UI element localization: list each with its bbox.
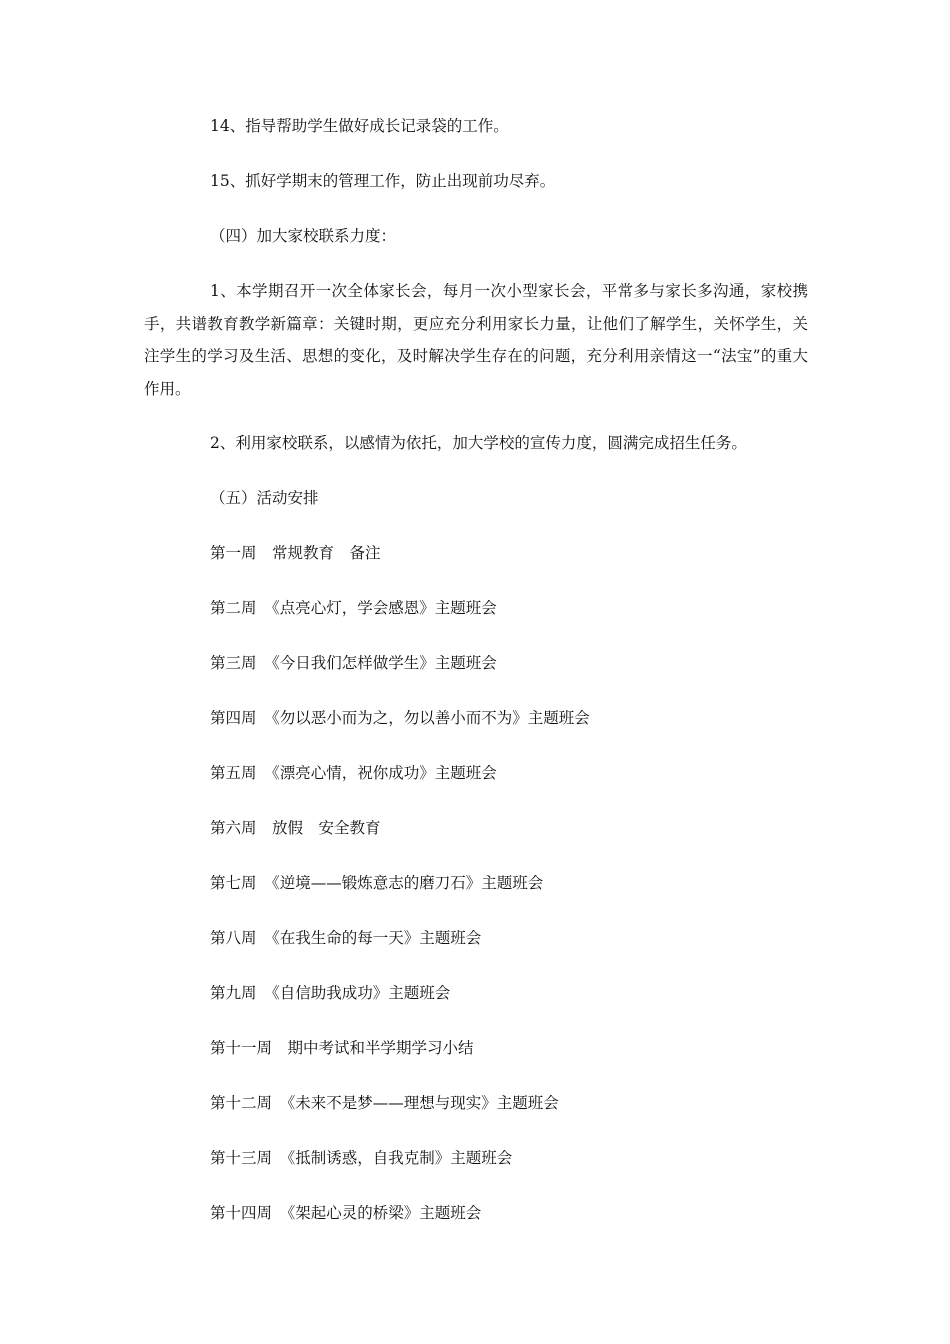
- schedule-week-13: 第十三周 《抵制诱惑，自我克制》主题班会: [210, 1149, 513, 1167]
- schedule-week-9: 第九周 《自信助我成功》主题班会: [210, 984, 451, 1002]
- schedule-week-2: 第二周 《点亮心灯，学会感恩》主题班会: [210, 599, 497, 617]
- schedule-week-4: 第四周 《勿以恶小而为之，勿以善小而不为》主题班会: [210, 709, 590, 727]
- section-4-paragraph-1: 1、本学期召开一次全体家长会，每月一次小型家长会，平常多与家长多沟通，家校携手，共谱教育教学新篇章：关键时期，更应充分利用家长力量，让他们了解学生，关怀学生，关注学生的学习及生活、思想的变化，及时解决学生存在的问题，充分利用亲情这一“法宝”的重大作用。: [144, 282, 808, 398]
- item-14: 14、指导帮助学生做好成长记录袋的工作。: [210, 117, 509, 135]
- schedule-week-8: 第八周 《在我生命的每一天》主题班会: [210, 929, 482, 947]
- schedule-week-5: 第五周 《漂亮心情，祝你成功》主题班会: [210, 764, 497, 782]
- schedule-week-12: 第十二周 《未来不是梦——理想与现实》主题班会: [210, 1094, 559, 1112]
- schedule-week-6: 第六周 放假 安全教育: [210, 819, 381, 837]
- schedule-week-1: 第一周 常规教育 备注: [210, 544, 381, 562]
- schedule-week-11: 第十一周 期中考试和半学期学习小结: [210, 1039, 474, 1057]
- schedule-week-7: 第七周 《逆境——锻炼意志的磨刀石》主题班会: [210, 874, 544, 892]
- section-4-heading: （四）加大家校联系力度：: [210, 227, 397, 245]
- section-5-heading: （五）活动安排: [210, 489, 319, 507]
- schedule-week-3: 第三周 《今日我们怎样做学生》主题班会: [210, 654, 497, 672]
- schedule-week-14: 第十四周 《架起心灵的桥梁》主题班会: [210, 1204, 482, 1222]
- item-15: 15、抓好学期末的管理工作，防止出现前功尽弃。: [210, 172, 556, 190]
- section-4-paragraph-2: 2、利用家校联系，以感情为依托，加大学校的宣传力度，圆满完成招生任务。: [210, 434, 747, 452]
